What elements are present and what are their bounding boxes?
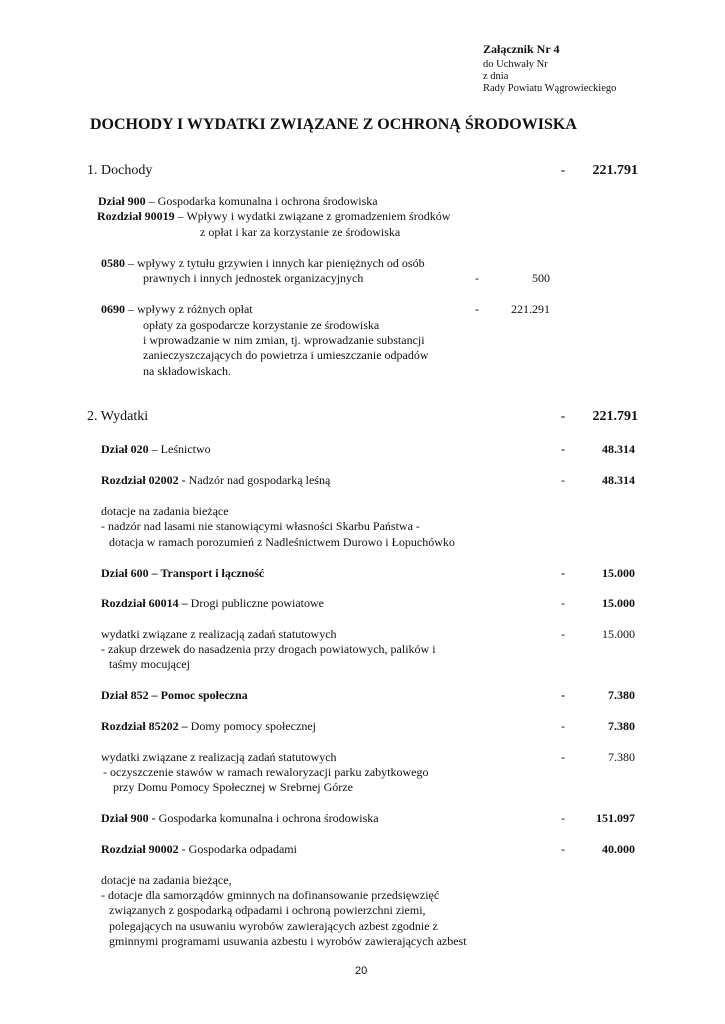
- income-item-0580-amount: 500: [532, 271, 550, 285]
- rozdzial-60014-amount: 15.000: [602, 596, 635, 610]
- rozdzial-60014-dash: -: [561, 596, 565, 610]
- rozdzial-60014-label: Rozdział 60014 –: [101, 596, 188, 610]
- rozdzial-85202-desc-1: wydatki związane z realizacją zadań statutowych: [101, 750, 337, 764]
- income-item-0690-text-5: na składowiskach.: [143, 364, 231, 378]
- item-code: 0690: [101, 302, 125, 316]
- dzial-900: [101, 811, 379, 826]
- rozdzial-90002-desc-2: - dotacje dla samorządów gminnych na dofinansowanie przedsięwzięć: [101, 888, 440, 902]
- rozdzial-text: – Wpływy i wydatki związane z gromadzeniem środków: [174, 209, 451, 223]
- dzial-600-dash: -: [561, 566, 565, 580]
- rozdzial-85202-dash: -: [561, 719, 565, 733]
- rozdzial-60014-desc-1: wydatki związane z realizacją zadań statutowych: [101, 627, 337, 641]
- dzial-900-text: Gospodarka komunalna i ochrona środowiska: [155, 811, 379, 825]
- rozdzial-60014-desc-3: taśmy mocującej: [109, 657, 190, 671]
- rozdzial-85202-text: Domy pomocy społecznej: [187, 719, 316, 733]
- income-rozdzial-text-2: z opłat i kar za korzystanie ze środowiska: [200, 225, 401, 239]
- rozdzial-90002-label: Rozdział 90002: [101, 842, 179, 856]
- rozdzial-60014-desc-2: - zakup drzewek do nasadzenia przy drogach powiatowych, palików i: [101, 642, 436, 656]
- rozdzial-90002-amount: 40.000: [602, 842, 635, 856]
- rozdzial-60014-desc-amount: 15.000: [602, 627, 635, 641]
- rozdzial-label: Rozdział 90019: [97, 209, 175, 223]
- income-item-0690: [101, 302, 253, 317]
- expenses-dash: -: [560, 409, 566, 424]
- income-dzial-900: [98, 194, 378, 209]
- rozdzial-85202-label: Rozdział 85202 –: [101, 719, 188, 733]
- rozdzial-02002-label: Rozdział 02002 -: [101, 473, 186, 487]
- dzial-852-dash: -: [561, 688, 565, 702]
- rozdzial-90002-desc-4: polegających na usuwaniu wyrobów zawierających azbest zgodnie z: [109, 919, 438, 933]
- rozdzial-85202-desc-2: - oczyszczenie stawów w ramach rewaloryzacji parku zabytkowego: [103, 765, 429, 779]
- dzial-852: Dział 852 – Pomoc społeczna: [101, 688, 248, 702]
- dzial-020-amount: 48.314: [602, 442, 635, 456]
- dzial-900-amount: 151.097: [596, 811, 635, 825]
- income-item-0580: [101, 256, 425, 271]
- dzial-020-dash: -: [561, 442, 565, 456]
- resolution-date: z dnia: [483, 71, 509, 82]
- rozdzial-90002: [101, 842, 297, 857]
- rozdzial-85202-amount: 7.380: [608, 719, 635, 733]
- rozdzial-90002-desc-5: gminnymi programami usuwania azbestu i wyrobów zawierających azbest: [109, 934, 467, 948]
- rozdzial-02002-dash: -: [561, 473, 565, 487]
- page-number: 20: [355, 965, 368, 977]
- dzial-900-label: Dział 900 -: [101, 811, 156, 825]
- dzial-852-amount: 7.380: [608, 688, 635, 702]
- document-title: DOCHODY I WYDATKI ZWIĄZANE Z OCHRONĄ ŚRODOWISKA: [90, 116, 577, 133]
- rozdzial-02002-desc-3: dotacja w ramach porozumień z Nadleśnictwem Durowo i Łopuchówko: [109, 535, 455, 549]
- rozdzial-85202-desc-3: przy Domu Pomocy Społecznej w Srebrnej Górze: [113, 780, 353, 794]
- expenses-total: 221.791: [592, 409, 638, 424]
- dzial-text: – Gospodarka komunalna i ochrona środowiska: [145, 194, 378, 208]
- income-item-0690-text-3: i wprowadzanie w nim zmian, tj. wprowadzanie substancji: [143, 333, 425, 347]
- income-item-0690-dash: -: [475, 302, 479, 316]
- dzial-020-label: Dział 020: [101, 442, 149, 456]
- income-rozdzial-90019: [97, 209, 450, 224]
- rozdzial-60014-text: Drogi publiczne powiatowe: [187, 596, 324, 610]
- council-name: Rady Powiatu Wągrowieckiego: [483, 83, 617, 94]
- rozdzial-02002-amount: 48.314: [602, 473, 635, 487]
- rozdzial-85202: [101, 719, 316, 734]
- rozdzial-60014-desc-dash: -: [561, 627, 565, 641]
- dzial-020: [101, 442, 211, 457]
- rozdzial-85202-desc-amount: 7.380: [608, 750, 635, 764]
- dzial-600-amount: 15.000: [602, 566, 635, 580]
- income-total: 221.791: [592, 163, 638, 178]
- income-item-0580-dash: -: [475, 271, 479, 285]
- dzial-600: Dział 600 – Transport i łączność: [101, 566, 265, 580]
- rozdzial-60014: [101, 596, 324, 611]
- dzial-900-dash: -: [561, 811, 565, 825]
- item-text: – wpływy z tytułu grzywien i innych kar pieniężnych od osób: [125, 256, 425, 270]
- dzial-020-text: – Leśnictwo: [148, 442, 211, 456]
- resolution-number: do Uchwały Nr: [483, 59, 548, 70]
- rozdzial-02002-desc-1: dotacje na zadania bieżące: [101, 504, 229, 518]
- income-dash: -: [560, 163, 566, 178]
- rozdzial-90002-desc-1: dotacje na zadania bieżące,: [101, 873, 232, 887]
- rozdzial-02002-text: Nadzór nad gospodarką leśną: [185, 473, 331, 487]
- attachment-number: Załącznik Nr 4: [483, 42, 560, 56]
- dzial-label: Dział 900: [98, 194, 146, 208]
- income-item-0690-amount: 221.291: [511, 302, 550, 316]
- rozdzial-85202-desc-dash: -: [561, 750, 565, 764]
- income-item-0580-text-2: prawnych i innych jednostek organizacyjnych: [143, 271, 364, 285]
- income-heading: 1. Dochody: [87, 163, 153, 178]
- rozdzial-90002-desc-3: związanych z gospodarką odpadami i ochroną powierzchni ziemi,: [109, 903, 426, 917]
- item-text: – wpływy z różnych opłat: [125, 302, 253, 316]
- income-item-0690-text-4: zanieczyszczających do powietrza i umieszczanie odpadów: [143, 348, 429, 362]
- rozdzial-90002-text: - Gospodarka odpadami: [178, 842, 297, 856]
- income-item-0690-text-2: opłaty za gospodarcze korzystanie ze środowiska: [143, 318, 380, 332]
- expenses-heading: 2. Wydatki: [87, 409, 149, 424]
- rozdzial-90002-dash: -: [561, 842, 565, 856]
- item-code: 0580: [101, 256, 125, 270]
- rozdzial-02002: [101, 473, 330, 488]
- rozdzial-02002-desc-2: - nadzór nad lasami nie stanowiącymi własności Skarbu Państwa -: [101, 519, 420, 533]
